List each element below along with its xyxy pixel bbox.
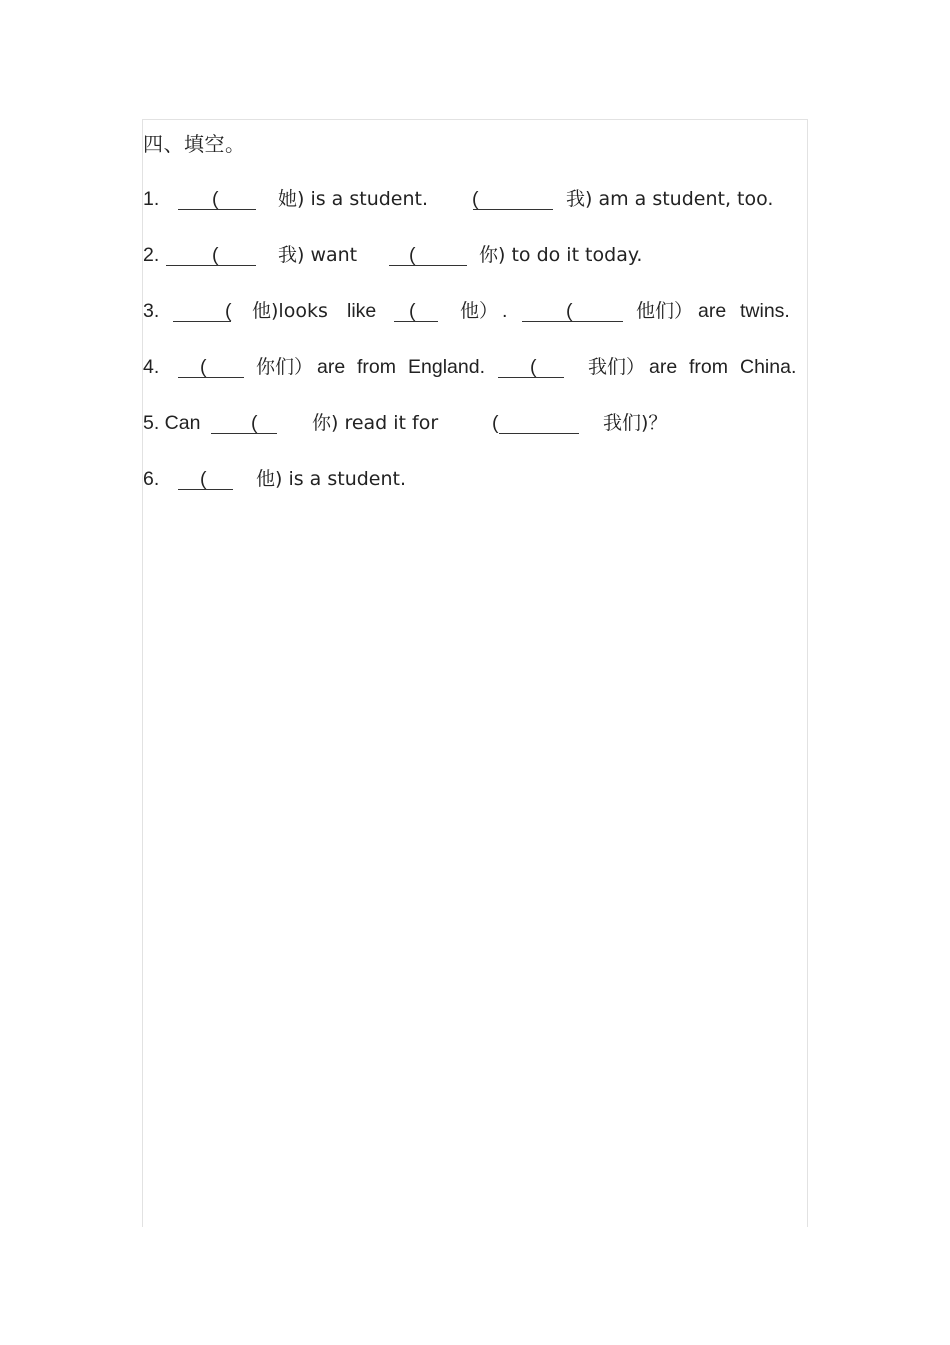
- answer-blank[interactable]: [178, 353, 244, 378]
- question-6: 6. ( 他) is a student.: [143, 465, 783, 493]
- question-text: 他)looks: [252, 300, 328, 322]
- question-1: 1. ( 她) is a student. ( 我) am a student, too.: [143, 185, 783, 213]
- question-5: 5. Can ( 你) read it for ( 我们)？: [143, 409, 783, 437]
- question-text: are: [317, 356, 346, 378]
- answer-blank[interactable]: [166, 241, 256, 266]
- question-text: .: [502, 300, 508, 322]
- question-number: 4.: [143, 356, 160, 378]
- question-text: 他）: [460, 300, 499, 322]
- section-title: 四、填空。: [143, 132, 246, 156]
- question-text: 我) am a student, too.: [566, 188, 774, 210]
- answer-blank[interactable]: [211, 409, 277, 434]
- page-frame: [142, 119, 808, 1227]
- question-text: 他们）: [636, 300, 694, 322]
- question-number: 6.: [143, 468, 160, 490]
- question-number: 1.: [143, 188, 160, 210]
- answer-blank[interactable]: [394, 297, 438, 322]
- question-text: 你) to do it today.: [479, 244, 643, 266]
- question-text: 我们）: [588, 356, 646, 378]
- question-text: are: [698, 300, 727, 322]
- question-number: 3.: [143, 300, 160, 322]
- answer-blank[interactable]: [499, 409, 579, 434]
- question-text: 他) is a student.: [256, 468, 407, 490]
- answer-blank[interactable]: [173, 297, 231, 322]
- question-2: 2. ( 我) want ( 你) to do it today.: [143, 241, 783, 269]
- question-text: 她) is a student.: [278, 188, 429, 210]
- question-4: 4. ( 你们） are from England. ( 我们） are from China.: [143, 353, 803, 381]
- answer-blank[interactable]: [473, 185, 553, 210]
- question-text: from: [357, 356, 396, 378]
- question-text: twins.: [740, 300, 790, 322]
- question-3: 3. ( 他)looks like ( 他） . ( 他们） are twins.: [143, 297, 803, 325]
- question-number: 5. Can: [143, 412, 201, 434]
- question-number: 2.: [143, 244, 160, 266]
- question-text: China.: [740, 356, 797, 378]
- question-text: 我们)？: [603, 412, 668, 434]
- question-text: from: [689, 356, 728, 378]
- question-text: are: [649, 356, 678, 378]
- answer-blank[interactable]: [389, 241, 467, 266]
- question-text: England.: [408, 356, 485, 378]
- question-text: 我) want: [278, 244, 358, 266]
- question-text: 你) read it for: [312, 412, 439, 434]
- question-text: like: [347, 300, 377, 322]
- question-text: 你们）: [256, 356, 314, 378]
